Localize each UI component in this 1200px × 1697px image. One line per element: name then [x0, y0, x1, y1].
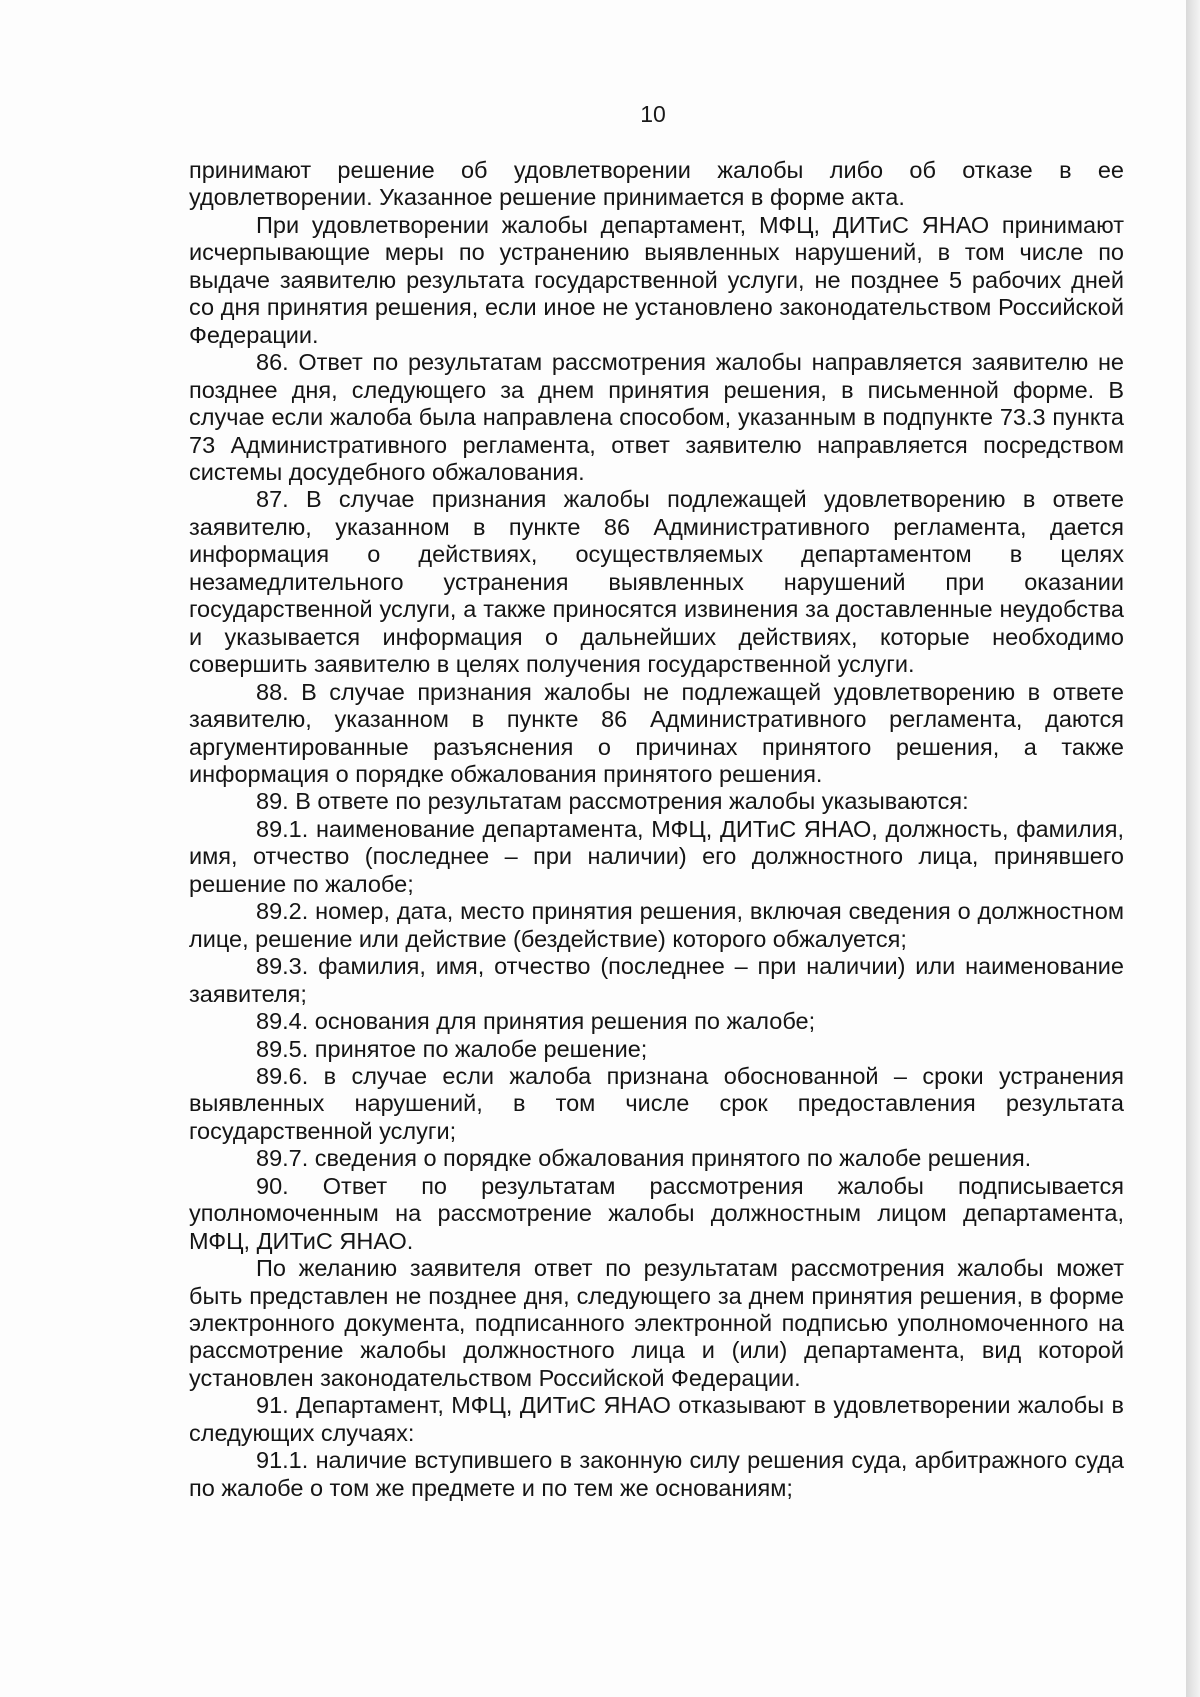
paragraph-90: 90. Ответ по результатам рассмотрения жалобы подписывается уполномоченным на рассмотрение жалобы должностным лицом департамента, МФЦ, ДИТиС ЯНАО.: [189, 1172, 1124, 1254]
paragraph-89-1: 89.1. наименование департамента, МФЦ, ДИТиС ЯНАО, должность, фамилия, имя, отчество (последнее – при наличии) его должностного лица, принявшего решение по жалобе;: [189, 815, 1124, 897]
paragraph-89-6: 89.6. в случае если жалоба признана обоснованной – сроки устранения выявленных нарушений, в том числе срок предоставления результата государственной услуги;: [189, 1062, 1124, 1144]
paragraph-87: 87. В случае признания жалобы подлежащей удовлетворению в ответе заявителю, указанном в пункте 86 Административного регламента, дается информация о действиях, осуществляемых департаментом в целях незамедлительного устранения выявленных нарушений при оказании государственной услуги, а также приносятся извинения за доставленные неудобства и указывается информация о дальнейших действиях, которые необходимо совершить заявителю в целях получения государственной услуги.: [189, 486, 1124, 678]
paragraph-89: 89. В ответе по результатам рассмотрения жалобы указываются:: [256, 788, 969, 815]
paragraph-91-1: 91.1. наличие вступившего в законную силу решения суда, арбитражного суда по жалобе о том же предмете и по тем же основаниям;: [189, 1447, 1124, 1501]
paragraph-continuation: принимают решение об удовлетворении жалобы либо об отказе в ее удовлетворении. Указанное решение принимается в форме акта.: [189, 157, 1124, 211]
paragraph-electronic-response: По желанию заявителя ответ по результатам рассмотрения жалобы может быть представлен не позднее дня, следующего за днем принятия решения, в форме электронного документа, подписанного электронной подписью уполномоченного на рассмотрение жалобы должностного лица и (или) департамента, вид которой установлен законодательством Российской Федерации.: [189, 1255, 1124, 1391]
paragraph-91: 91. Департамент, МФЦ, ДИТиС ЯНАО отказывают в удовлетворении жалобы в следующих случаях:: [189, 1392, 1124, 1446]
paragraph-88: 88. В случае признания жалобы не подлежащей удовлетворению в ответе заявителю, указанном в пункте 86 Административного регламента, даются аргументированные разъяснения о причинах принятого решения, а также информация о порядке обжалования принятого решения.: [189, 678, 1124, 787]
paragraph-89-3: 89.3. фамилия, имя, отчество (последнее – при наличии) или наименование заявителя;: [189, 953, 1124, 1007]
paragraph-89-5: 89.5. принятое по жалобе решение;: [256, 1035, 648, 1062]
paragraph-89-4: 89.4. основания для принятия решения по жалобе;: [256, 1008, 816, 1035]
paragraph-89-7: 89.7. сведения о порядке обжалования принятого по жалобе решения.: [256, 1145, 1032, 1172]
paragraph-89-2: 89.2. номер, дата, место принятия решения, включая сведения о должностном лице, решение или действие (бездействие) которого обжалуется;: [189, 898, 1124, 952]
document-body: [189, 157, 1124, 1502]
page-number: 10: [640, 101, 666, 127]
paragraph-remedy-measures: При удовлетворении жалобы департамент, МФЦ, ДИТиС ЯНАО принимают исчерпывающие меры по устранению выявленных нарушений, в том числе по выдаче заявителю результата государственной услуги, не позднее 5 рабочих дней со дня принятия решения, если иное не установлено законодательством Российской Федерации.: [189, 211, 1124, 348]
page-edge-shadow: [1186, 0, 1200, 1697]
paragraph-86: 86. Ответ по результатам рассмотрения жалобы направляется заявителю не позднее дня, следующего за днем принятия решения, в письменной форме. В случае если жалоба была направлена способом, указанным в подпункте 73.3 пункта 73 Административного регламента, ответ заявителю направляется посредством системы досудебного обжалования.: [189, 349, 1124, 485]
